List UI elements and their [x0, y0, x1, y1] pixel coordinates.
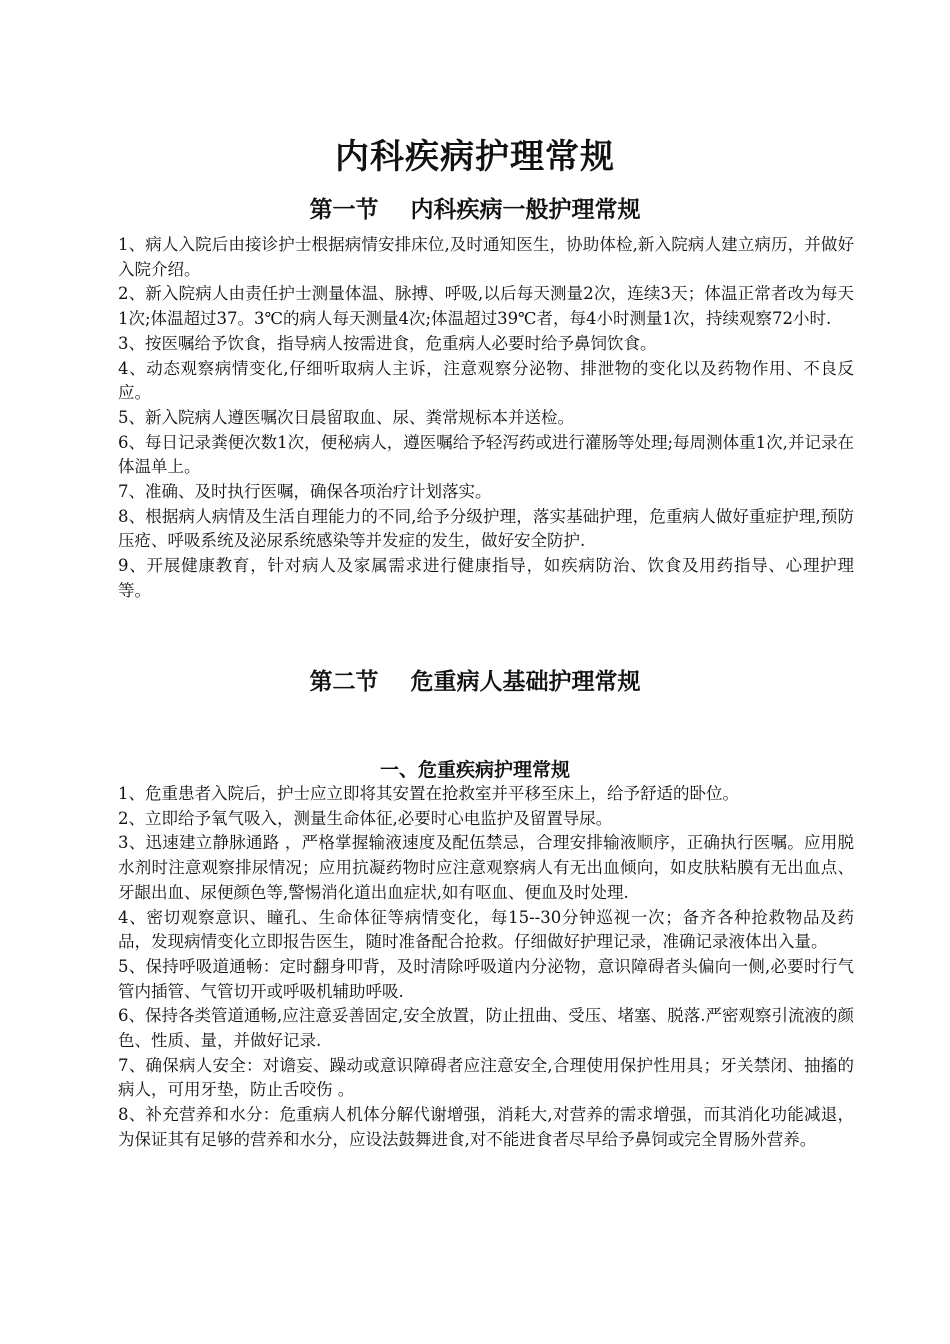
- section-1-title: 第一节 内科疾病一般护理常规: [309, 196, 641, 223]
- section-1-item-6: 6、每日记录粪便次数1次，便秘病人，遵医嘱给予轻泻药或进行灌肠等处理;每周测体重1次,并记录在体温单上。: [118, 432, 854, 477]
- document-title: 内科疾病护理常规: [335, 137, 615, 177]
- section-1-item-5: 5、新入院病人遵医嘱次日晨留取血、尿、粪常规标本并送检。: [118, 407, 574, 427]
- section-1-item-3: 3、按医嘱给予饮食，指导病人按需进食，危重病人必要时给予鼻饲饮食。: [118, 333, 657, 353]
- section-2-item-3: 3、迅速建立静脉通路 ，严格掌握输液速度及配伍禁忌，合理安排输液顺序，正确执行医嘱。应用脱水剂时注意观察排尿情况；应用抗凝药物时应注意观察病人有无出血倾向，如皮肤粘膜有无出血点、牙龈出血、尿便颜色等,警惕消化道出血症状,如有呕血、便血及时处理.: [118, 833, 854, 902]
- section-1-item-4: 4、动态观察病情变化,仔细听取病人主诉，注意观察分泌物、排泄物的变化以及药物作用、不良反应。: [118, 358, 854, 403]
- section-2-item-7: 7、确保病人安全：对谵妄、躁动或意识障碍者应注意安全,合理使用保护性用具；牙关禁闭、抽搐的病人，可用牙垫，防止舌咬伤 。: [118, 1055, 854, 1100]
- section-2-item-6: 6、保持各类管道通畅,应注意妥善固定,安全放置，防止扭曲、受压、堵塞、脱落.严密观察引流液的颜色、性质、量，并做好记录.: [118, 1006, 854, 1051]
- section-1-item-8: 8、根据病人病情及生活自理能力的不同,给予分级护理，落实基础护理，危重病人做好重症护理,预防压疮、呼吸系统及泌尿系统感染等并发症的发生，做好安全防护.: [118, 506, 854, 551]
- section-2-item-1: 1、危重患者入院后，护士应立即将其安置在抢救室并平移至床上，给予舒适的卧位。: [118, 784, 739, 803]
- section-2-item-5: 5、保持呼吸道通畅：定时翻身叩背，及时清除呼吸道内分泌物，意识障碍者头偏向一侧,必要时行气管内插管、气管切开或呼吸机辅助呼吸.: [118, 956, 854, 1001]
- section-2-item-8: 8、补充营养和水分：危重病人机体分解代谢增强，消耗大,对营养的需求增强，而其消化功能减退，为保证其有足够的营养和水分，应设法鼓舞进食,对不能进食者尽早给予鼻饲或完全胃肠外营养。: [118, 1105, 854, 1149]
- section-2-item-2: 2、立即给予氧气吸入，测量生命体征,必要时心电监护及留置导尿。: [118, 808, 613, 828]
- section-1-item-2: 2、新入院病人由责任护士测量体温、脉搏、呼吸,以后每天测量2次，连续3天；体温正常者改为每天1次;体温超过37。3℃的病人每天测量4次;体温超过39℃者，每4小时测量1次，持续观察72小时.: [118, 284, 854, 329]
- section-1-item-7: 7、准确、及时执行医嘱，确保各项治疗计划落实。: [118, 482, 492, 502]
- section-1-body: [118, 233, 854, 604]
- subsection-title: 一、危重疾病护理常规: [379, 759, 570, 781]
- section-2-body: [118, 782, 854, 1153]
- section-1-item-1: 1、病人入院后由接诊护士根据病情安排床位,及时通知医生，协助体检,新入院病人建立病历，并做好入院介绍。: [118, 235, 854, 279]
- section-1-item-9: 9、开展健康教育，针对病人及家属需求进行健康指导，如疾病防治、饮食及用药指导、心理护理等。: [118, 556, 854, 600]
- section-2-title: 第二节 危重病人基础护理常规: [309, 668, 641, 695]
- section-2-item-4: 4、密切观察意识、瞳孔、生命体征等病情变化，每15--30分钟巡视一次；备齐各种抢救物品及药品，发现病情变化立即报告医生，随时准备配合抢救。仔细做好护理记录，准确记录液体出入量。: [118, 907, 854, 952]
